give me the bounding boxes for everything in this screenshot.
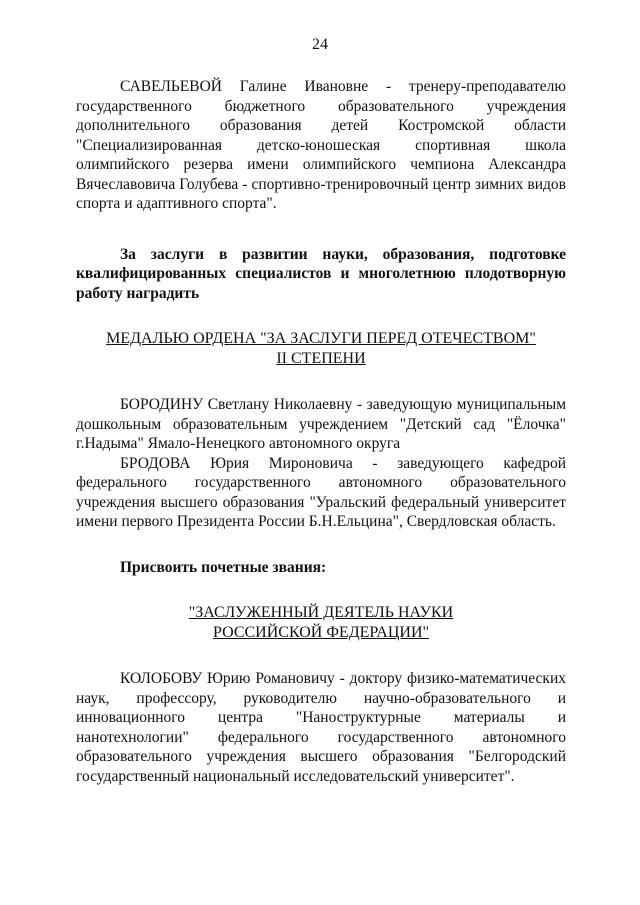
medal-heading-line2: II СТЕПЕНИ: [276, 350, 366, 367]
document-body: [76, 77, 566, 786]
honorary-title-heading: [76, 603, 566, 643]
paragraph-borodina: БОРОДИНУ Светлану Николаевну - заведующую муниципальным дошкольным образовательным учреждением "Детский сад "Ёлочка" г.Надыма" Ямало-Ненецкого автономного округа: [76, 396, 566, 452]
paragraph-saveleva: САВЕЛЬЕВОЙ Галине Ивановне - тренеру-преподавателю государственного бюджетного образовательного учреждения дополнительного образования детей Костромской области "Специализированная детско-юношеская спортивная школа олимпийского резерва имени олимпийского чемпиона Александра Вячеславовича Голубева - спортивно-тренировочный центр зимних видов спорта и адаптивного спорта".: [76, 78, 566, 212]
honorary-title-line1: "ЗАСЛУЖЕННЫЙ ДЕЯТЕЛЬ НАУКИ: [188, 604, 454, 621]
page-number: 24: [312, 36, 328, 53]
honorary-title-line2: РОССИЙСКОЙ ФЕДЕРАЦИИ": [212, 624, 430, 641]
medal-heading: [76, 329, 566, 369]
award-intro: За заслуги в развитии науки, образования, подготовке квалифицированных специалистов и многолетнюю плодотворную работу наградить: [76, 245, 566, 302]
paragraph-brodov: БРОДОВА Юрия Мироновича - заведующего кафедрой федерального государственного автономного образовательного учреждения высшего образования "Уральский федеральный университет имени первого Президента России Б.Н.Ельцина", Свердловская область.: [76, 454, 566, 530]
medal-heading-line1: МЕДАЛЬЮ ОРДЕНА "ЗА ЗАСЛУГИ ПЕРЕД ОТЕЧЕСТВОМ": [106, 330, 536, 347]
paragraph-kolobov: КОЛОБОВУ Юрию Романовичу - доктору физико-математических наук, профессору, руководителю научно-образовательного и инновационного центра "Наноструктурные материалы и нанотехнологии" федерального государственного автономного образовательного учреждения высшего образования "Белгородский государственный национальный исследовательский университет".: [76, 670, 566, 785]
titles-intro: Присвоить почетные звания:: [120, 558, 327, 576]
